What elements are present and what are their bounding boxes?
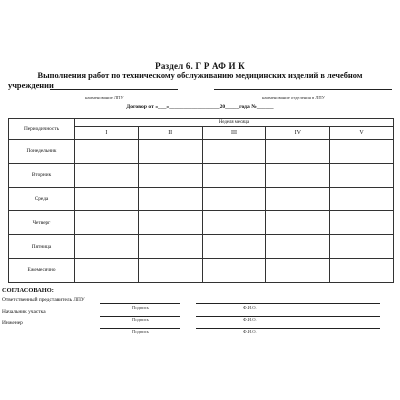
table-cell[interactable] [266, 211, 330, 235]
table-cell[interactable] [138, 258, 202, 282]
table-cell[interactable] [202, 187, 266, 211]
institution-label: учреждении [8, 81, 54, 90]
table-cell[interactable] [330, 235, 394, 259]
section-title: Раздел 6. Г Р АФ И К [155, 61, 245, 71]
row-label-monday: Понедельник [9, 140, 75, 164]
row-label-monthly: Ежемесячно [9, 258, 75, 282]
week-3-header: III [202, 127, 266, 140]
table-cell[interactable] [138, 235, 202, 259]
signature-line[interactable] [100, 303, 180, 304]
table-header-row [9, 119, 394, 127]
full-name-line[interactable] [196, 328, 380, 329]
table-cell[interactable] [266, 163, 330, 187]
signature-caption: Подпись [132, 329, 149, 334]
table-row [9, 140, 394, 164]
institution-row [8, 81, 392, 93]
full-name-line[interactable] [196, 303, 380, 304]
department-caption: наименование отделения в ЛПУ [262, 95, 325, 100]
table-cell[interactable] [75, 235, 139, 259]
table-cell[interactable] [75, 258, 139, 282]
row-label-thursday: Четверг [9, 211, 75, 235]
schedule-table [8, 118, 394, 283]
period-header: Периодичность [9, 119, 75, 140]
weeks-header: Неделя месяца [75, 119, 394, 127]
row-label-wednesday: Среда [9, 187, 75, 211]
table-cell[interactable] [330, 163, 394, 187]
full-name-caption: Ф.И.О. [243, 305, 257, 310]
table-cell[interactable] [330, 211, 394, 235]
table-cell[interactable] [75, 163, 139, 187]
full-name-line[interactable] [196, 316, 380, 317]
table-row [9, 163, 394, 187]
row-label-tuesday: Вторник [9, 163, 75, 187]
signature-caption: Подпись [132, 305, 149, 310]
table-cell[interactable] [202, 163, 266, 187]
contract-line: Договор от «___»__________________20_____года №______ [126, 104, 274, 110]
table-cell[interactable] [266, 187, 330, 211]
agreed-heading: СОГЛАСОВАНО: [2, 287, 54, 294]
table-cell[interactable] [75, 187, 139, 211]
institution-name-line[interactable] [50, 89, 178, 90]
table-row [9, 235, 394, 259]
signer-label-representative: Ответственный представитель ЛПУ [2, 297, 85, 303]
table-cell[interactable] [266, 235, 330, 259]
table-cell[interactable] [330, 258, 394, 282]
table-cell[interactable] [138, 187, 202, 211]
table-cell[interactable] [138, 163, 202, 187]
week-1-header: I [75, 127, 139, 140]
week-2-header: II [138, 127, 202, 140]
signature-caption: Подпись [132, 317, 149, 322]
table-cell[interactable] [330, 187, 394, 211]
signer-label-engineer: Инженер [2, 320, 23, 326]
table-cell[interactable] [330, 140, 394, 164]
table-cell[interactable] [202, 140, 266, 164]
table-cell[interactable] [266, 140, 330, 164]
table-cell[interactable] [202, 211, 266, 235]
row-label-friday: Пятница [9, 235, 75, 259]
table-cell[interactable] [138, 140, 202, 164]
full-name-caption: Ф.И.О. [243, 329, 257, 334]
table-row [9, 187, 394, 211]
signer-label-site-manager: Начальник участка [2, 309, 46, 315]
table-cell[interactable] [75, 140, 139, 164]
table-cell[interactable] [75, 211, 139, 235]
table-cell[interactable] [202, 235, 266, 259]
week-5-header: V [330, 127, 394, 140]
table-cell[interactable] [266, 258, 330, 282]
table-row [9, 258, 394, 282]
table-cell[interactable] [138, 211, 202, 235]
week-4-header: IV [266, 127, 330, 140]
document-subtitle: Выполнения работ по техническому обслуживанию медицинских изделий в лечебном [37, 71, 363, 80]
table-cell[interactable] [202, 258, 266, 282]
institution-caption: наименование ЛПУ [85, 95, 124, 100]
table-row [9, 211, 394, 235]
department-name-line[interactable] [214, 89, 392, 90]
full-name-caption: Ф.И.О. [243, 317, 257, 322]
